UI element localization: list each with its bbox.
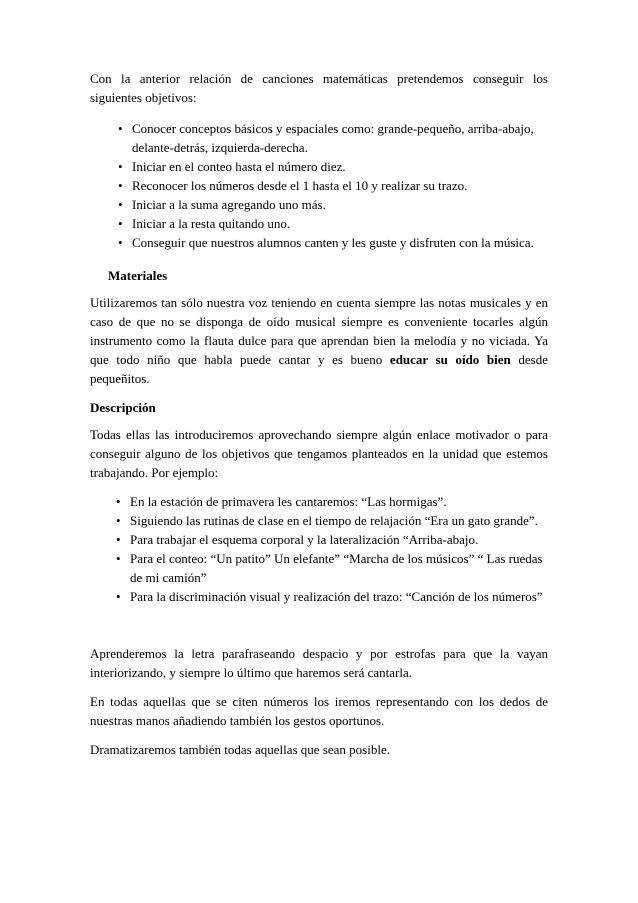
emphasis-text: educar su oído bien xyxy=(389,352,511,367)
closing-paragraph-3: Dramatizaremos también todas aquellas que sean posible. xyxy=(90,742,390,757)
intro-paragraph: Con la anterior relación de canciones matemáticas pretendemos conseguir los siguientes objetivos: xyxy=(90,71,548,105)
bullet-icon: • xyxy=(118,178,123,193)
materiales-paragraph: Utilizaremos tan sólo nuestra voz teniendo en cuenta siempre las notas musicales y en caso de que no se disponga de oído musical siempre es conveniente tocarles algún instrumento como la flauta dulce para que aprendan bien la melodía y no viciada. Ya que todo niño que habla puede cantar y es bueno educar su oído bien desde pequeñitos. xyxy=(90,295,548,386)
list-item: • Para el conteo: “Un patito” Un elefante” “Marcha de los músicos” “ Las ruedas de mi camión” xyxy=(116,551,543,585)
list-item: • Para trabajar el esquema corporal y la lateralización “Arriba-abajo. xyxy=(116,532,479,547)
examples-list xyxy=(116,492,548,606)
bullet-icon: • xyxy=(116,551,121,566)
list-item: • Reconocer los números desde el 1 hasta el 10 y realizar su trazo. xyxy=(118,178,468,193)
bullet-icon: • xyxy=(118,235,123,250)
list-item: • Conocer conceptos básicos y espaciales como: grande-pequeño, arriba-abajo, delante-detrás, izquierda-derecha. xyxy=(118,121,534,155)
descripcion-paragraph: Todas ellas las introduciremos aprovechando siempre algún enlace motivador o para conseguir alguno de los objetivos que tengamos planteados en la unidad que estemos trabajando. Por ejemplo: xyxy=(90,427,548,480)
objectives-list xyxy=(118,119,548,252)
list-item: • Siguiendo las rutinas de clase en el tiempo de relajación “Era un gato grande”. xyxy=(116,513,538,528)
bullet-icon: • xyxy=(118,216,123,231)
bullet-icon: • xyxy=(118,121,123,136)
bullet-icon: • xyxy=(118,159,123,174)
list-item: • Iniciar a la resta quitando uno. xyxy=(118,216,291,231)
bullet-icon: • xyxy=(118,197,123,212)
bullet-icon: • xyxy=(116,532,121,547)
list-item: • Iniciar a la suma agregando uno más. xyxy=(118,197,326,212)
page-content xyxy=(90,69,548,769)
list-item: • Para la discriminación visual y realización del trazo: “Canción de los números” xyxy=(116,589,543,604)
list-item: • Iniciar en el conteo hasta el número diez. xyxy=(118,159,346,174)
list-item: • En la estación de primavera les cantaremos: “Las hormigas”. xyxy=(116,494,447,509)
bullet-icon: • xyxy=(116,589,121,604)
bullet-icon: • xyxy=(116,513,121,528)
bullet-icon: • xyxy=(116,494,121,509)
closing-paragraph-1: Aprenderemos la letra parafraseando despacio y por estrofas para que la vayan interiorizando, y siempre lo último que haremos será cantarla. xyxy=(90,646,548,680)
descripcion-heading: Descripción xyxy=(90,400,156,415)
materiales-heading: Materiales xyxy=(108,268,168,283)
closing-paragraph-2: En todas aquellas que se citen números los iremos representando con los dedos de nuestras manos añadiendo también los gestos oportunos. xyxy=(90,694,548,728)
list-item: • Conseguir que nuestros alumnos canten y les guste y disfruten con la música. xyxy=(118,235,534,250)
